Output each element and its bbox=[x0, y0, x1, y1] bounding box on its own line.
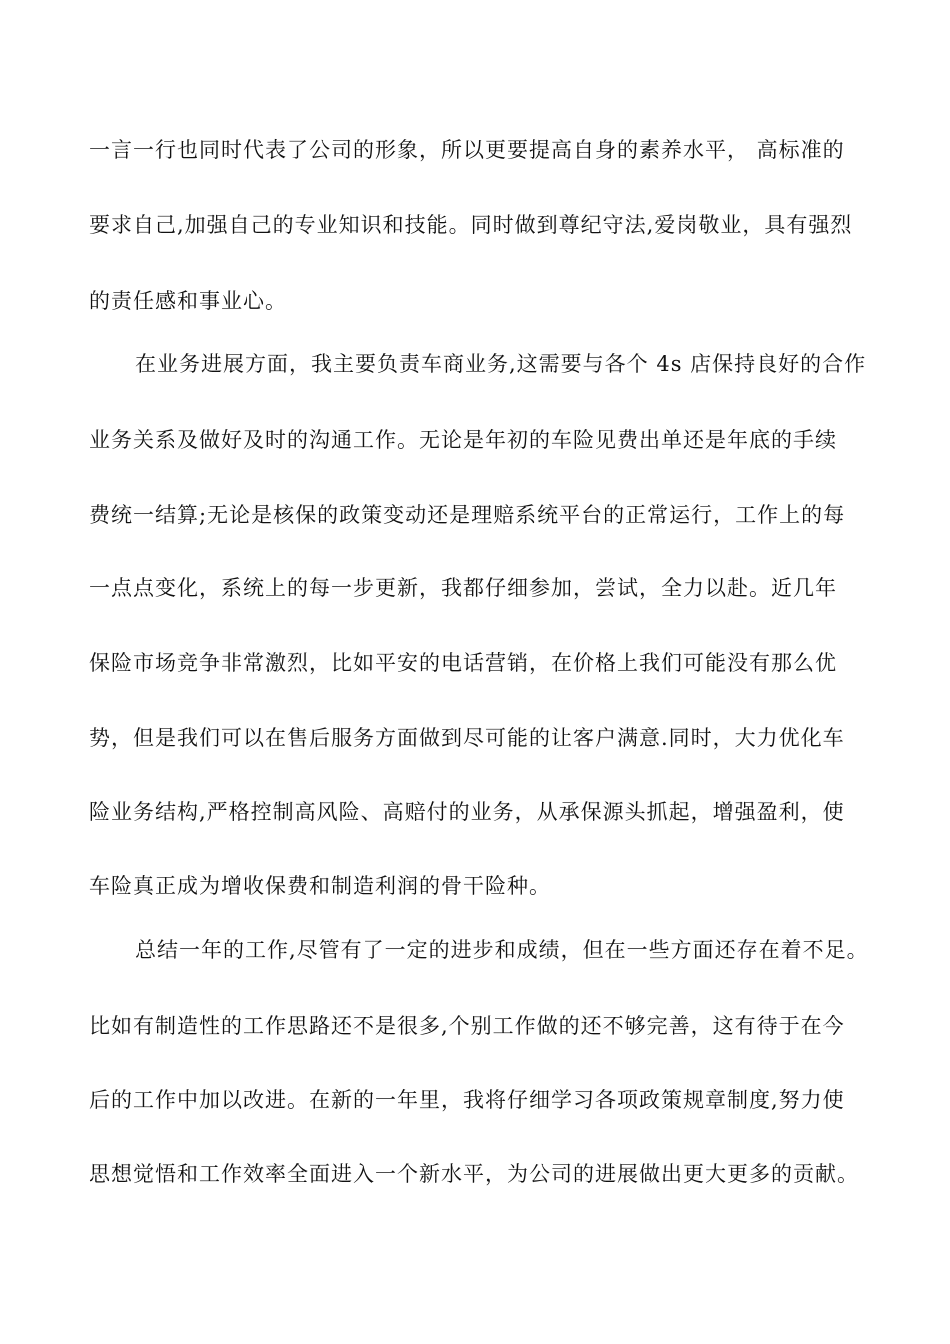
text-line: 保险市场竞争非常激烈，比如平安的电话营销，在价格上我们可能没有那么优 bbox=[89, 651, 837, 675]
paragraph-start-line: 在业务进展方面，我主要负责车商业务,这需要与各个 4s 店保持良好的合作 bbox=[135, 352, 867, 376]
text-line: 一点点变化，系统上的每一步更新，我都仔细参加，尝试，全力以赴。近几年 bbox=[89, 576, 837, 600]
text-line: 后的工作中加以改进。在新的一年里，我将仔细学习各项政策规章制度,努力使 bbox=[89, 1088, 845, 1112]
text-line: 势，但是我们可以在售后服务方面做到尽可能的让客户满意.同时，大力优化车 bbox=[89, 726, 845, 750]
text-line: 险业务结构,严格控制高风险、高赔付的业务，从承保源头抓起，增强盈利，使 bbox=[89, 800, 845, 824]
text-line: 业务关系及做好及时的沟通工作。无论是年初的车险见费出单还是年底的手续 bbox=[89, 428, 837, 452]
text-line: 比如有制造性的工作思路还不是很多,个别工作做的还不够完善，这有待于在今 bbox=[89, 1014, 845, 1038]
text-line: 车险真正成为增收保费和制造利润的骨干险种。 bbox=[89, 874, 551, 898]
paragraph-start-line: 总结一年的工作,尽管有了一定的进步和成绩，但在一些方面还存在着不足。 bbox=[135, 938, 869, 962]
text-line: 思想觉悟和工作效率全面进入一个新水平，为公司的进展做出更大更多的贡献。 bbox=[89, 1162, 859, 1186]
text-line: 一言一行也同时代表了公司的形象，所以更要提高自身的素养水平， 高标准的 bbox=[89, 138, 845, 162]
text-line: 的责任感和事业心。 bbox=[89, 289, 287, 313]
text-line: 费统一结算;无论是核保的政策变动还是理赔系统平台的正常运行，工作上的每 bbox=[89, 503, 846, 527]
text-line: 要求自己,加强自己的专业知识和技能。同时做到尊纪守法,爱岗敬业，具有强烈 bbox=[89, 213, 853, 237]
